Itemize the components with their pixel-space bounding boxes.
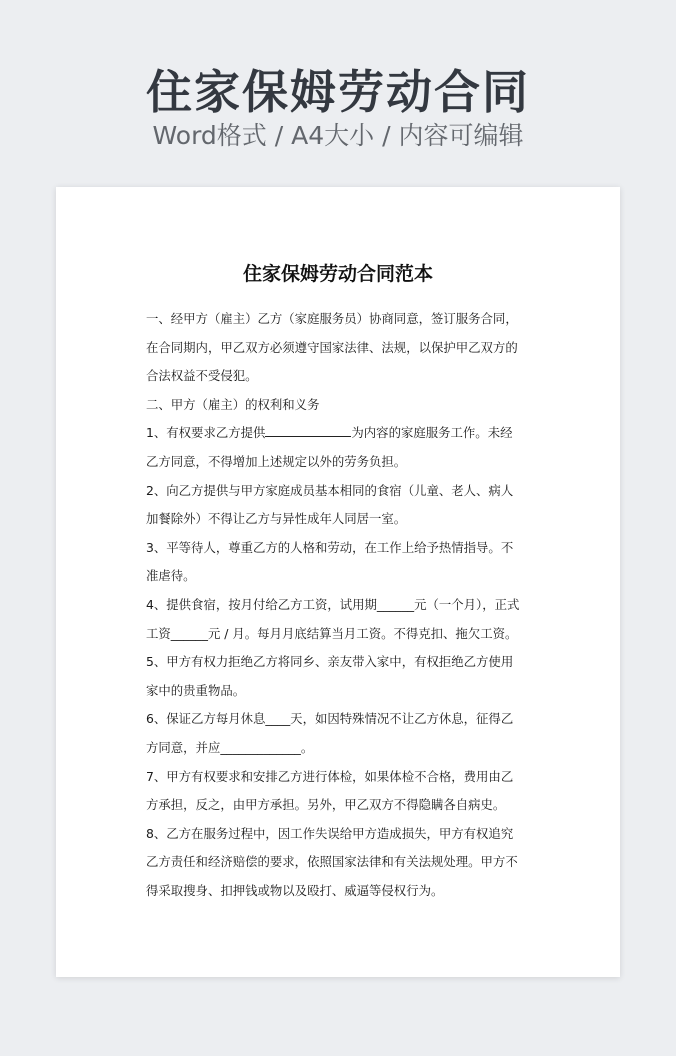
line-text: 3、平等待人，尊重乙方的人格和劳动，在工作上给予热情指导。不 (146, 539, 514, 555)
line-text: 1、有权要求乙方提供 (146, 425, 266, 441)
line-text: 准虐待。 (146, 568, 196, 584)
document-body (146, 305, 532, 905)
document-line (146, 848, 532, 877)
document-line (146, 877, 532, 906)
document-title: 住家保姆劳动合同范本 (242, 263, 433, 285)
banner-subtitle: Word格式 / A4大小 / 内容可编辑 (152, 121, 524, 150)
document-line (146, 562, 532, 591)
document-line (146, 648, 532, 677)
document-line (146, 391, 532, 420)
line-text: 乙方同意，不得增加上述规定以外的劳务负担。 (146, 453, 407, 469)
line-text: 一、经甲方（雇主）乙方（家庭服务员）协商同意，签订服务合同， (146, 311, 518, 326)
fill-in-blank (265, 422, 351, 437)
document-line (146, 763, 532, 792)
document-line (146, 477, 532, 506)
line-text: 5、甲方有权力拒绝乙方将同乡、亲友带入家中，有权拒绝乙方使用 (146, 654, 514, 670)
banner-title: 住家保姆劳动合同 (146, 65, 530, 119)
document-line (146, 448, 532, 477)
document-line (146, 305, 532, 334)
line-text: 2、向乙方提供与甲方家庭成员基本相同的食宿（儿童、老人、病人 (146, 482, 514, 498)
line-text: 方承担，反之，由甲方承担。另外，甲乙双方不得隐瞒各自病史。 (146, 797, 506, 813)
line-text: 家中的贵重物品。 (146, 682, 246, 698)
line-text: 乙方责任和经济赔偿的要求，依照国家法律和有关法规处理。甲方不 (146, 854, 518, 870)
line-text-after-blank: 为内容的家庭服务工作。未经 (351, 425, 513, 441)
line-text: 方同意，并应_____________。 (146, 739, 314, 755)
line-text: 6、保证乙方每月休息____天，如因特殊情况不让乙方休息，征得乙 (146, 711, 514, 727)
document-line (146, 419, 532, 448)
line-text: 4、提供食宿，按月付给乙方工资，试用期______元（一个月），正式 (146, 596, 520, 612)
line-text: 合法权益不受侵犯。 (146, 368, 258, 384)
document-line (146, 734, 532, 763)
line-text: 工资______元 / 月。每月月底结算当月工资。不得克扣、拖欠工资。 (146, 625, 518, 641)
document-line (146, 334, 532, 363)
document-page (56, 187, 620, 977)
line-text: 7、甲方有权要求和安排乙方进行体检，如果体检不合格，费用由乙 (146, 768, 514, 784)
document-line (146, 534, 532, 563)
document-line (146, 820, 532, 849)
line-text: 二、甲方（雇主）的权利和义务 (146, 396, 320, 412)
document-line (146, 620, 532, 649)
document-line (146, 677, 532, 706)
document-line (146, 591, 532, 620)
line-text: 在合同期内，甲乙双方必须遵守国家法律、法规，以保护甲乙双方的 (146, 339, 518, 355)
document-line (146, 362, 532, 391)
line-text: 加餐除外）不得让乙方与异性成年人同居一室。 (146, 511, 407, 527)
line-text: 8、乙方在服务过程中，因工作失误给甲方造成损失，甲方有权追究 (146, 825, 514, 841)
line-text: 得采取搜身、扣押钱或物以及殴打、威逼等侵权行为。 (146, 882, 444, 898)
document-line (146, 791, 532, 820)
document-line (146, 505, 532, 534)
document-line (146, 705, 532, 734)
